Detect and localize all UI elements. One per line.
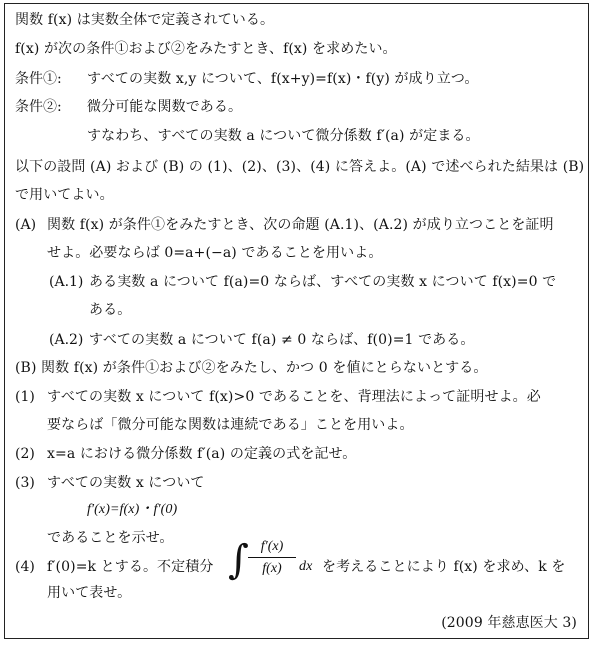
q1-line-1: すべての実数 x について f(x)>0 であることを、背理法によって証明せよ。必: [47, 389, 541, 405]
part-a-label: (A): [15, 217, 37, 233]
q1-label: (1): [15, 389, 35, 405]
integral-dx: dx: [299, 559, 313, 574]
condition-2-label: 条件②:: [15, 99, 62, 115]
q4-line-2: 用いて表せ。: [47, 585, 132, 601]
q4-post: を考えることにより f(x) を求め、k を: [322, 559, 566, 575]
part-b-line-1: (B) 関数 f(x) が条件①および②をみたし、かつ 0 を値にとらないとする。: [15, 360, 488, 376]
integral-denominator: f(x): [262, 561, 282, 576]
part-a-line-1: 関数 f(x) が条件①をみたすとき、次の命題 (A.1)、(A.2) が成り立つことを証明: [47, 217, 554, 233]
source-citation: (2009 年慈恵医大 3): [441, 615, 577, 631]
part-a-line-2: せよ。必要ならば 0=a+(−a) であることを用いよ。: [47, 245, 383, 261]
integral-sign-icon: ∫: [228, 537, 249, 583]
instructions-line-1: 以下の設問 (A) および (B) の (1)、(2)、(3)、(4) に答えよ。(A) で述べられた結果は (B): [15, 159, 585, 175]
instructions-line-2: で用いてよい。: [15, 187, 114, 203]
a1-label: (A.1): [49, 274, 84, 290]
intro-line-1: 関数 f(x) は実数全体で定義されている。: [15, 12, 275, 28]
q3-line-2: であることを示せ。: [47, 530, 174, 546]
a2-line-1: すべての実数 a について f(a) ≠ 0 ならば、f(0)=1 である。: [89, 332, 475, 348]
a2-label: (A.2): [49, 332, 84, 348]
condition-1-text: すべての実数 x,y について、f(x+y)=f(x)・f(y) が成り立つ。: [87, 71, 479, 87]
q3-label: (3): [15, 475, 35, 491]
q4-pre: f′(0)=k とする。不定積分: [47, 559, 214, 575]
q4-label: (4): [15, 559, 35, 575]
q3-formula: f′(x)=f(x)・f′(0): [87, 502, 178, 517]
condition-2-text: 微分可能な関数である。: [87, 99, 243, 115]
condition-1-label: 条件①:: [15, 71, 62, 87]
integral-numerator: f′(x): [248, 537, 296, 558]
q1-line-2: 要ならば「微分可能な関数は連続である」ことを用いよ。: [47, 417, 414, 433]
q2-line-1: x=a における微分係数 f′(a) の定義の式を記せ。: [47, 446, 357, 462]
integral-fraction: [248, 537, 296, 580]
q2-label: (2): [15, 446, 35, 462]
a1-line-2: ある。: [89, 302, 132, 318]
intro-line-2: f(x) が次の条件①および②をみたすとき、f(x) を求めたい。: [15, 41, 397, 57]
condition-2-text-2: すなわち、すべての実数 a について微分係数 f′(a) が定まる。: [87, 128, 480, 144]
a1-line-1: ある実数 a について f(a)=0 ならば、すべての実数 x について f(x)=0 で: [89, 274, 557, 290]
q3-line-1: すべての実数 x について: [47, 475, 205, 491]
